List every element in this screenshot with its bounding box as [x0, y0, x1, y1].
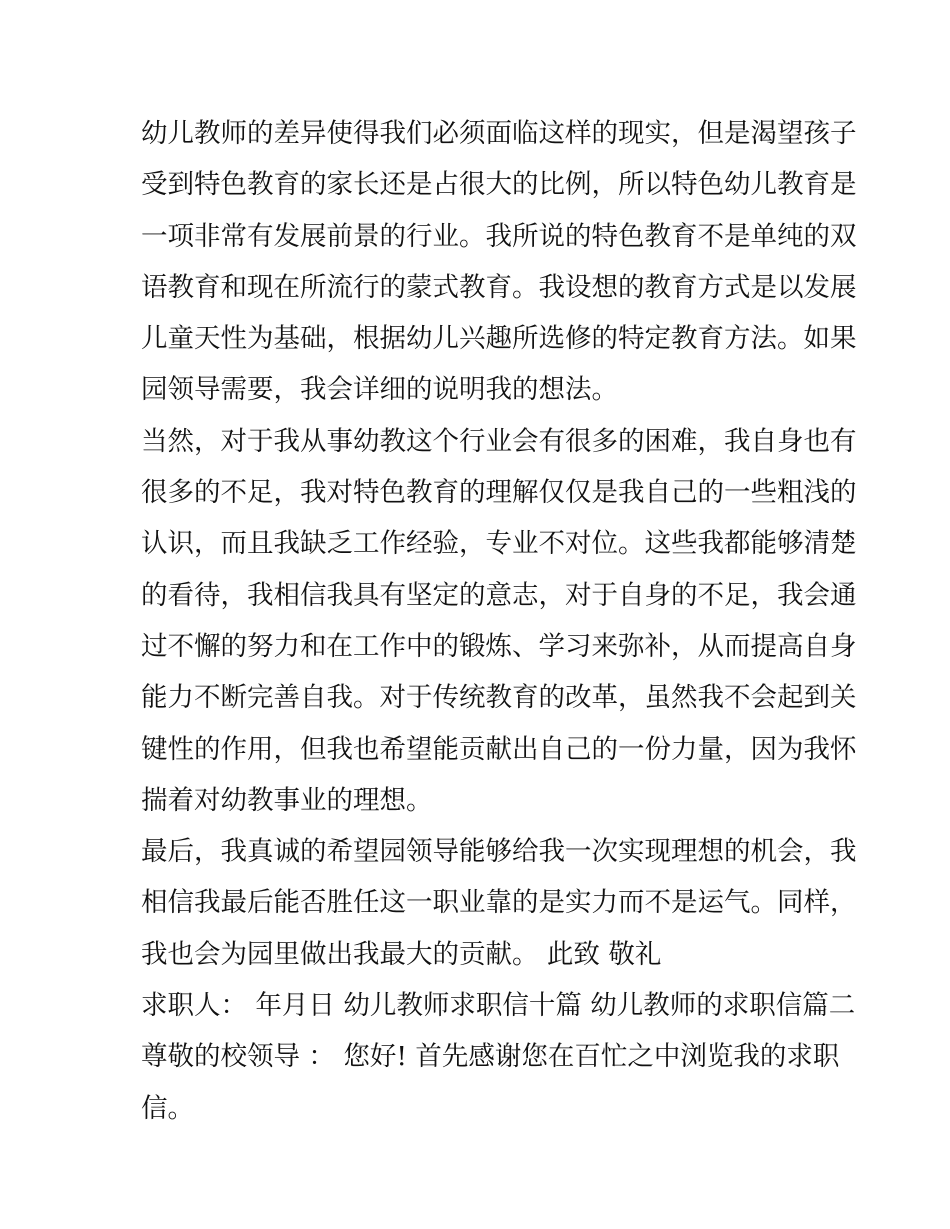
text-line: 键性的作用，但我也希望能贡献出自己的一份力量，因为我怀 — [141, 733, 857, 765]
text-line: 很多的不足，我对特色教育的理解仅仅是我自己的一些粗浅的 — [141, 477, 857, 509]
text-line: 受到特色教育的家长还是占很大的比例，所以特色幼儿教育是 — [141, 169, 857, 201]
text-line: 当然，对于我从事幼教这个行业会有很多的困难，我自身也有 — [141, 425, 857, 457]
text-line: 儿童天性为基础，根据幼儿兴趣所选修的特定教育方法。如果 — [141, 323, 857, 355]
text-line: 能力不断完善自我。对于传统教育的改革，虽然我不会起到关 — [141, 682, 857, 714]
text-line: 相信我最后能否胜任这一职业靠的是实力而不是运气。同样， — [141, 887, 857, 919]
text-line: 我也会为园里做出我最大的贡献。 此致 敬礼 — [141, 938, 662, 970]
text-line: 最后，我真诚的希望园领导能够给我一次实现理想的机会，我 — [141, 836, 857, 868]
text-line: 过不懈的努力和在工作中的锻炼、学习来弥补，从而提高自身 — [141, 630, 857, 662]
text-line: 认识，而且我缺乏工作经验，专业不对位。这些我都能够清楚 — [141, 528, 857, 560]
text-line: 的看待，我相信我具有坚定的意志，对于自身的不足，我会通 — [141, 579, 857, 611]
text-line: 求职人： 年月日 幼儿教师求职信十篇 幼儿教师的求职信篇二 — [141, 990, 856, 1022]
text-line: 一项非常有发展前景的行业。我所说的特色教育不是单纯的双 — [141, 220, 857, 252]
text-line: 信。 — [141, 1092, 194, 1124]
text-line: 语教育和现在所流行的蒙式教育。我设想的教育方式是以发展 — [141, 271, 857, 303]
text-line: 幼儿教师的差异使得我们必须面临这样的现实，但是渴望孩子 — [141, 118, 857, 149]
body-text — [141, 108, 857, 1134]
text-line: 揣着对幼教事业的理想。 — [141, 784, 433, 816]
text-line: 尊敬的校领导 ： 您好! 首先感谢您在百忙之中浏览我的求职 — [141, 1041, 840, 1073]
text-line: 园领导需要，我会详细的说明我的想法。 — [141, 374, 618, 406]
